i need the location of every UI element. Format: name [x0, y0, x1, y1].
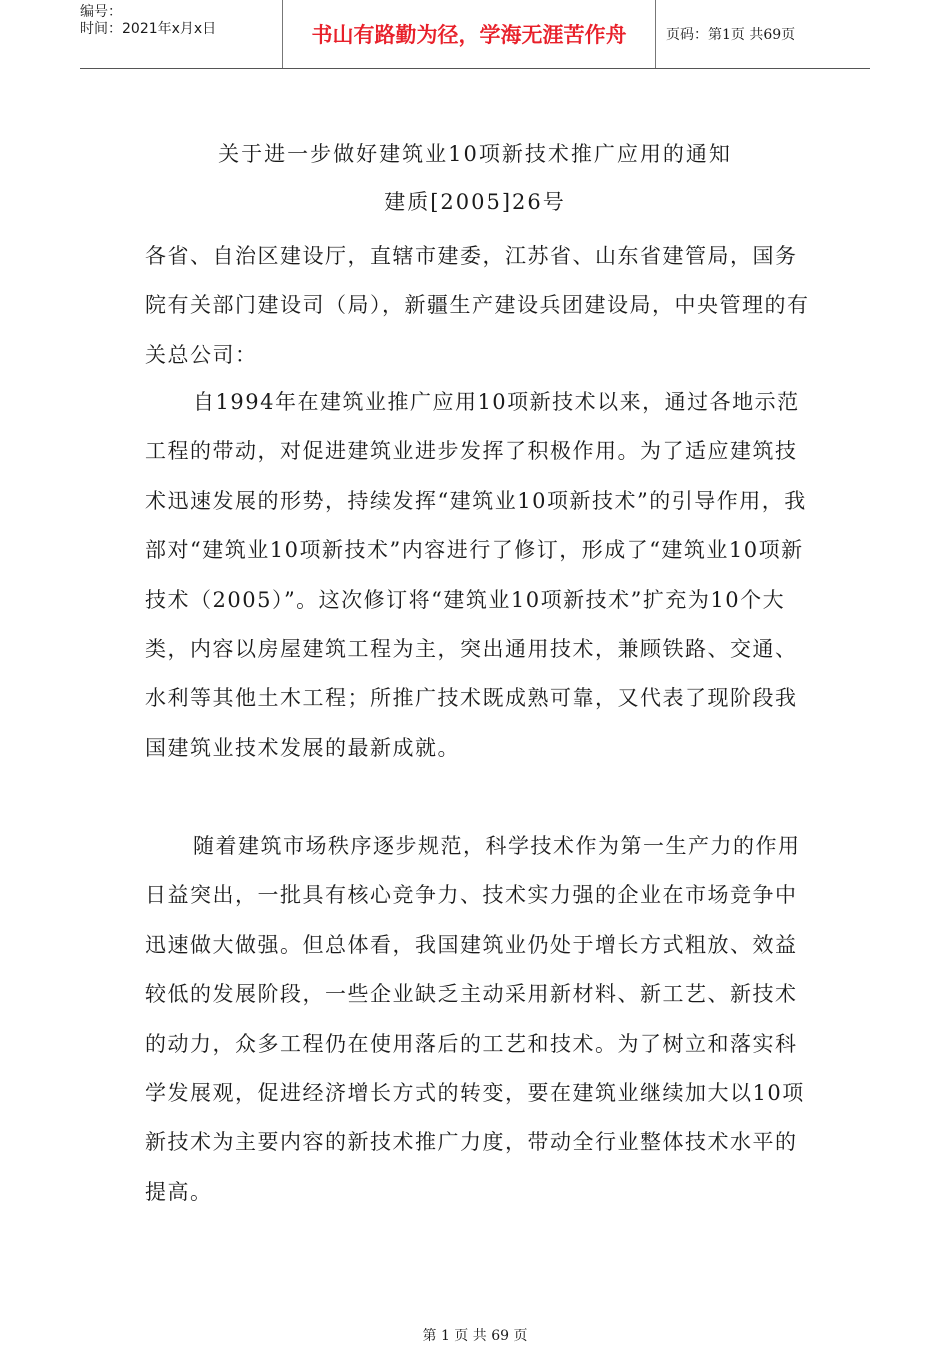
time-label: 时间：2021年x月x日 — [80, 21, 217, 37]
page-header — [80, 0, 870, 69]
header-meta — [80, 0, 282, 68]
number-label: 编号： — [80, 4, 122, 20]
paragraph-situation: 随着建筑市场秩序逐步规范，科学技术作为第一生产力的作用日益突出，一批具有核心竞争力、技术实力强的企业在市场竞争中迅速做大做强。但总体看，我国建筑业仍处于增长方式粗放、效益较低的发展阶段，一些企业缺乏主动采用新材料、新工艺、新技术的动力，众多工程仍在使用落后的工艺和技术。为了树立和落实科学发展观，促进经济增长方式的转变，要在建筑业继续加大以10项新技术为主要内容的新技术推广力度，带动全行业整体技术水平的提高。 — [145, 834, 805, 1204]
header-page-info: 页码：第1页 共69页 — [666, 27, 796, 43]
paragraph-background: 自1994年在建筑业推广应用10项新技术以来，通过各地示范工程的带动，对促进建筑业进步发挥了积极作用。为了适应建筑技术迅速发展的形势，持续发挥“建筑业10项新技术”的引导作用，我部对“建筑业10项新技术”内容进行了修订，形成了“建筑业10项新技术（2005）”。这次修订将“建筑业10项新技术”扩充为10个大类，内容以房屋建筑工程为主，突出通用技术，兼顾铁路、交通、水利等其他土木工程；所推广技术既成熟可靠，又代表了现阶段我国建筑业技术发展的最新成就。 — [145, 390, 807, 760]
header-motto: 书山有路勤为径，学海无涯苦作舟 — [282, 0, 656, 68]
document-title: 关于进一步做好建筑业10项新技术推广应用的通知 — [218, 142, 732, 166]
document-number: 建质[2005]26号 — [384, 190, 566, 214]
paragraph-addressees: 各省、自治区建设厅，直辖市建委，江苏省、山东省建管局，国务院有关部门建设司（局），新疆生产建设兵团建设局，中央管理的有关总公司： — [145, 244, 810, 367]
page-footer: 第 1 页 共 69 页 — [422, 1328, 528, 1344]
